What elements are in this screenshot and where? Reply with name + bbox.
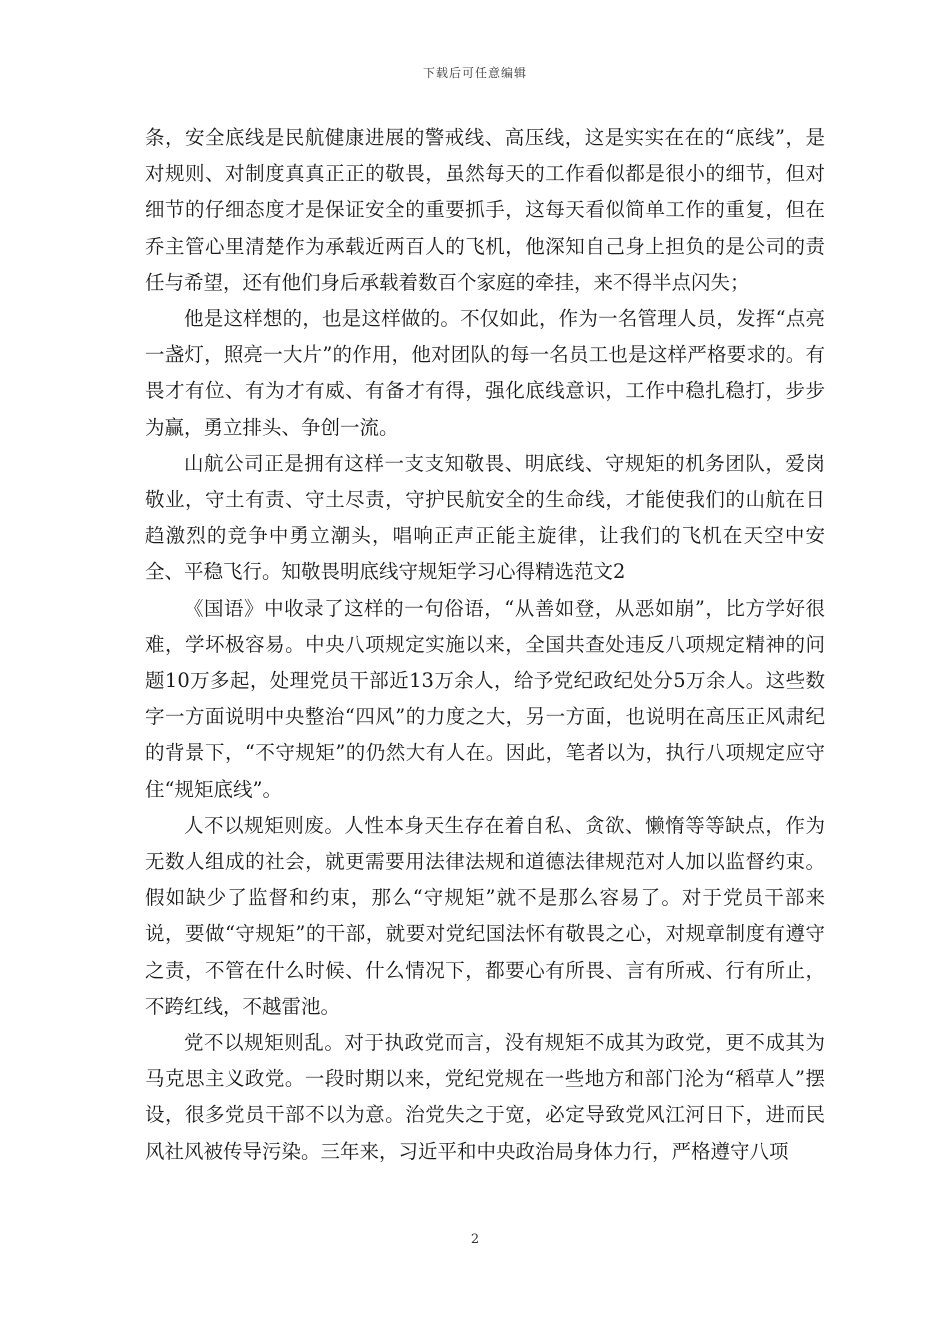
page-header: 下载后可任意编辑 [422,66,527,80]
paragraph-1: 条，安全底线是民航健康进展的警戒线、高压线，这是实实在在的“底线”，是对规则、对制度真真正正的敬畏，虽然每天的工作看似都是很小的细节，但对细节的仔细态度才是保证安全的重要抓手，这每天看似简单工作的重复，但在乔主管心里清楚作为承载近两百人的飞机，他深知自己身上担负的是公司的责任与希望，还有他们身后承载着数百个家庭的牵挂，来不得半点闪失； [145,126,825,294]
page-number: 2 [470,1232,480,1247]
paragraph-5: 人不以规矩则废。人性本身天生存在着自私、贪欲、懒惰等等缺点，作为无数人组成的社会，就更需要用法律法规和道德法律规范对人加以监督约束。假如缺少了监督和约束，那么“守规矩”就不是那么容易了。对于党员干部来说，要做“守规矩”的干部，就要对党纪国法怀有敬畏之心，对规章制度有遵守之责，不管在什么时候、什么情况下，都要心有所畏、言有所戒、行有所止，不跨红线，不越雷池。 [145,813,825,1018]
paragraph-2: 他是这样想的，也是这样做的。不仅如此，作为一名管理人员，发挥“点亮一盏灯，照亮一大片”的作用，他对团队的每一名员工也是这样严格要求的。有畏才有位、有为才有威、有备才有得，强化底线意识，工作中稳扎稳打，步步为赢，勇立排头、争创一流。 [145,307,825,439]
paragraph-6: 党不以规矩则乱。对于执政党而言，没有规矩不成其为政党，更不成其为马克思主义政党。一段时期以来，党纪党规在一些地方和部门沦为“稻草人”摆设，很多党员干部不以为意。治党失之于宽，必定导致党风江河日下，进而民风社风被传导污染。三年来，习近平和中央政治局身体力行，严格遵守八项 [145,1031,825,1163]
document-body [145,120,825,1170]
paragraph-3: 山航公司正是拥有这样一支支知敬畏、明底线、守规矩的机务团队，爱岗敬业，守土有责、守土尽责，守护民航安全的生命线，才能使我们的山航在日趋激烈的竞争中勇立潮头，唱响正声正能主旋律，让我们的飞机在天空中安全、平稳飞行。知敬畏明底线守规矩学习心得精选范文2 [145,451,825,584]
paragraph-4: 《国语》中收录了这样的一句俗语，“从善如登，从恶如崩”，比方学好很难，学坏极容易。中央八项规定实施以来，全国共查处违反八项规定精神的问题10万多起，处理党员干部近13万余人，给予党纪政纪处分5万余人。这些数字一方面说明中央整治“四风”的力度之大，另一方面，也说明在高压正风肃纪的背景下，“不守规矩”的仍然大有人在。因此，笔者以为，执行八项规定应守住“规矩底线”。 [145,596,825,801]
